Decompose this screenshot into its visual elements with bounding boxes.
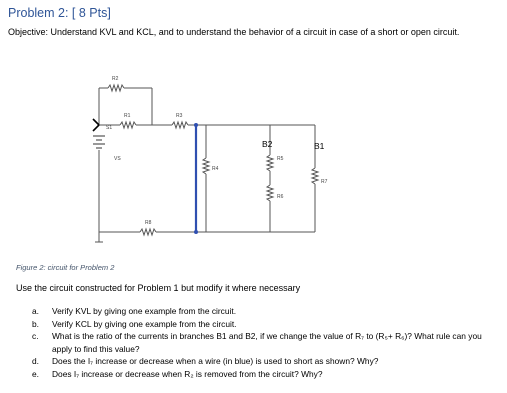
voltage-source-vs: [93, 136, 105, 148]
objective-text: Objective: Understand KVL and KCL, and to understand the behavior of a circuit in case of a short or open circuit.: [8, 27, 460, 37]
problem-title: Problem 2: [ 8 Pts]: [8, 6, 111, 20]
label-vs: VS: [114, 156, 121, 162]
intro-text: Use the circuit constructed for Problem 1 but modify it where necessary: [16, 283, 301, 293]
resistor-r6: [267, 185, 273, 201]
question-item: [32, 318, 502, 331]
resistor-r8: [140, 229, 156, 235]
label-b2: B2: [262, 139, 273, 149]
label-r1: R1: [124, 113, 131, 119]
question-letter: b.: [32, 318, 39, 329]
label-r2: R2: [112, 76, 119, 82]
question-text: Does I₇ increase or decrease when R₂ is removed from the circuit? Why?: [52, 368, 323, 379]
label-b1: B1: [314, 141, 325, 151]
question-item: [32, 330, 502, 355]
resistor-r5: [267, 155, 273, 171]
label-s1: S1: [106, 125, 113, 131]
resistor-r2: [108, 85, 124, 91]
resistor-r7: [312, 168, 318, 184]
resistor-r3: [172, 122, 188, 128]
short-wire-node-top: [194, 123, 198, 127]
question-letter: e.: [32, 368, 39, 379]
question-text: What is the ratio of the currents in branches B1 and B2, if we change the value of R₇ to (R₅+ R₆)? What rule can you apply to find this value?: [52, 331, 482, 354]
short-wire-node-bottom: [194, 230, 198, 234]
question-letter: d.: [32, 356, 39, 367]
label-r7: R7: [321, 179, 328, 185]
label-r8: R8: [145, 220, 152, 226]
label-r3: R3: [176, 113, 183, 119]
question-item: [32, 368, 502, 381]
switch-s1: [93, 119, 99, 131]
label-r5: R5: [277, 156, 284, 162]
label-r4: R4: [212, 166, 219, 172]
question-item: [32, 305, 502, 318]
question-letter: a.: [32, 306, 39, 316]
figure-caption: Figure 2: circuit for Problem 2: [16, 263, 115, 272]
question-text: Does the I₇ increase or decrease when a wire (in blue) is used to short as shown? Why?: [52, 356, 379, 367]
resistor-r4: [203, 158, 209, 174]
question-text: Verify KCL by giving one example from the circuit.: [52, 318, 237, 329]
resistor-r1: [120, 122, 136, 128]
question-letter: c.: [32, 331, 39, 342]
question-text: Verify KVL by giving one example from the circuit.: [52, 306, 237, 316]
label-r6: R6: [277, 194, 284, 200]
question-list: [32, 305, 502, 381]
question-item: [32, 355, 502, 368]
